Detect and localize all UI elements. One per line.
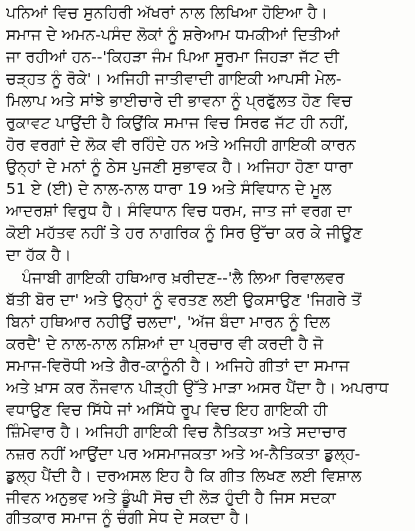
text-line: ਗੀਤਕਾਰ ਸਮਾਜ ਨੂੰ ਚੰਗੀ ਸੇਧ ਦੇ ਸਕਦਾ ਹੈ।	[6, 509, 250, 527]
text-line: ਨਜ਼ਰ ਨਹੀਂ ਆਉਂਦਾ ਪਰ ਅਸਮਾਜਕਤਾ ਅਤੇ ਅ-ਨੈਤਿਕਤਾ ਡੁਲ੍ਹ-	[6, 445, 361, 463]
text-line: ਬੱਤੀ ਬੋਰ ਦਾ' ਅਤੇ ਉਨ੍ਹਾਂ ਨੂੰ ਵਰਤਣ ਲਈ ਉਕਸਾਉਣ 'ਜਿਗਰੇ ਤੋਂ	[6, 291, 362, 309]
text-line: ਸਮਾਜ-ਵਿਰੋਧੀ ਅਤੇ ਗੈਰ-ਕਾਨੂੰਨੀ ਹੈ। ਅਜਿਹੇ ਗੀਤਾਂ ਦਾ ਸਮਾਜ	[6, 357, 350, 375]
text-line: ਰੁਕਾਵਟ ਪਾਉਂਦੀ ਹੈ ਕਿਉਂਕਿ ਸਮਾਜ ਵਿਚ ਸਿਰਫ ਜੱਟ ਹੀ ਨਹੀਂ,	[6, 114, 349, 132]
text-line: ਜੀਵਨ ਅਨੁਭਵ ਅਤੇ ਡੂੰਘੀ ਸੋਚ ਦੀ ਲੋੜ ਹੁੰਦੀ ਹੈ ਜਿਸ ਸਦਕਾ	[6, 489, 336, 507]
text-line: ਕੋਈ ਮਹੱਤਵ ਨਹੀਂ ਤੇ ਹਰ ਨਾਗਰਿਕ ਨੂੰ ਸਿਰ ਉੱਚਾ ਕਰ ਕੇ ਜੀਊਣ	[6, 224, 363, 242]
text-line: ਡੁਲ੍ਹ ਪੈਂਦੀ ਹੈ। ਦਰਅਸਲ ਇਹ ਹੈ ਕਿ ਗੀਤ ਲਿਖਣ ਲਈ ਵਿਸ਼ਾਲ	[6, 467, 362, 485]
text-line: ਪਨਿਆਂ ਵਿਚ ਸੁਨਹਿਰੀ ਅੱਖਰਾਂ ਨਾਲ ਲਿਖਿਆ ਹੋਇਆ ਹੈ।	[6, 4, 328, 22]
text-line: ਜ਼ਿੰਮੇਵਾਰ ਹੈ। ਅਜਿਹੀ ਗਾਇਕੀ ਵਿਚ ਨੈਤਿਕਤਾ ਅਤੇ ਸਦਾਚਾਰ	[6, 423, 347, 441]
text-line: ਸਮਾਜ ਦੇ ਅਮਨ-ਪਸੰਦ ਲੋਕਾਂ ਨੂੰ ਸ਼ਰੇਆਮ ਧਮਕੀਆਂ ਦਿਤੀਆਂ	[6, 26, 340, 44]
text-line: ਚੜ੍ਹਤ ਨੂੰ ਰੋਕੇ'। ਅਜਿਹੀ ਜਾਤੀਵਾਦੀ ਗਾਇਕੀ ਆਪਸੀ ਮੇਲ-	[6, 70, 342, 88]
text-line: ਅਤੇ ਖ਼ਾਸ ਕਰ ਨੌਜਵਾਨ ਪੀੜ੍ਹੀ ਉੱਤੇ ਮਾੜਾ ਅਸਰ ਪੈਂਦਾ ਹੈ। ਅਪਰਾਧ	[6, 379, 389, 397]
text-line: ਆਦਰਸ਼ਾਂ ਵਿਰੁਧ ਹੈ। ਸੰਵਿਧਾਨ ਵਿਚ ਧਰਮ, ਜਾਤ ਜਾਂ ਵਰਗ ਦਾ	[6, 202, 352, 220]
text-line: ਕਰਦੈ' ਦੇ ਨਾਲ-ਨਾਲ ਨਸ਼ਿਆਂ ਦਾ ਪ੍ਰਚਾਰ ਵੀ ਕਰਦੀ ਹੈ ਜੋ	[6, 335, 324, 353]
text-line: ਵਧਾਉਣ ਵਿਚ ਸਿੱਧੇ ਜਾਂ ਅਸਿੱਧੇ ਰੂਪ ਵਿਚ ਇਹ ਗਾਇਕੀ ਹੀ	[6, 401, 328, 419]
text-line: ਉਨ੍ਹਾਂ ਦੇ ਮਨਾਂ ਨੂੰ ਠੇਸ ਪੁਜਣੀ ਸੁਭਾਵਕ ਹੈ। ਅਜਿਹਾ ਹੋਣਾ ਧਾਰਾ	[6, 158, 353, 176]
text-line: ਬਿਨਾਂ ਹਥਿਆਰ ਨਹੀਉਂ ਚਲਦਾ', 'ਅੱਜ ਬੰਦਾ ਮਾਰਨ ਨੂੰ ਦਿਲ	[6, 313, 330, 331]
text-line: ਜਾ ਰਹੀਆਂ ਹਨ--'ਕਿਹੜਾ ਜੰਮ ਪਿਆ ਸੂਰਮਾ ਜਿਹੜਾ ਜੱਟ ਦੀ	[6, 48, 340, 66]
text-line: ਪੰਜਾਬੀ ਗਾਇਕੀ ਹਥਿਆਰ ਖ਼ਰੀਦਣ--'ਲੈ ਲਿਆ ਰਿਵਾਲਵਰ	[22, 269, 345, 287]
text-line: ਦਾ ਹੱਕ ਹੈ।	[6, 246, 72, 264]
text-line: ਹੋਰ ਵਰਗਾਂ ਦੇ ਲੋਕ ਵੀ ਰਹਿੰਦੇ ਹਨ ਅਤੇ ਅਜਿਹੀ ਗਾਇਕੀ ਕਾਰਨ	[6, 136, 356, 154]
text-line: 51 ਏ (ਈ) ਦੇ ਨਾਲ-ਨਾਲ ਧਾਰਾ 19 ਅਤੇ ਸੰਵਿਧਾਨ ਦੇ ਮੂਲ	[6, 180, 332, 198]
text-line: ਮਿਲਾਪ ਅਤੇ ਸਾਂਝੇ ਭਾਈਚਾਰੇ ਦੀ ਭਾਵਨਾ ਨੂੰ ਪ੍ਰਫੁੱਲਤ ਹੋਣ ਵਿਚ	[6, 92, 352, 110]
